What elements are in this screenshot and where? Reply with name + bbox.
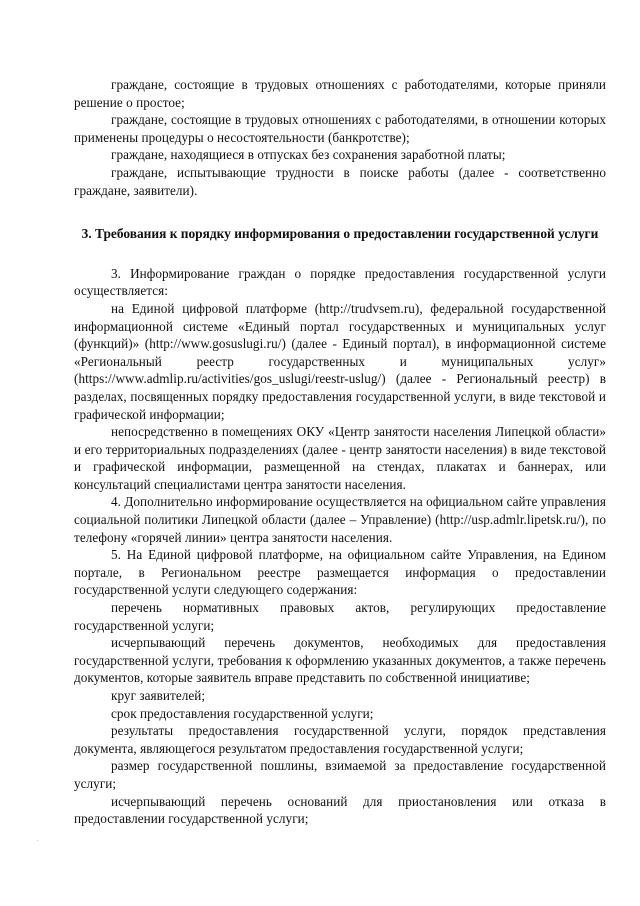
paragraph: граждане, состоящие в трудовых отношениях с работодателями, в отношении которых применены процедуры о несостоятельности (банкротстве); (74, 112, 606, 145)
scan-speck (37, 840, 38, 841)
paragraph: 3. Информирование граждан о порядке предоставления государственной услуги осуществляется: (74, 265, 606, 299)
paragraph: 4. Дополнительно информирование осуществляется на официальном сайте управления социальной политики Липецкой области (далее – Управление) (http://usp.admlr.lipetsk.ru/), по телефону «горячей линии» центра занятости населения. (74, 494, 606, 545)
paragraph: круг заявителей; (111, 688, 206, 703)
paragraph: размер государственной пошлины, взимаемой за предоставление государственной услуги; (74, 758, 606, 791)
paragraph: срок предоставления государственной услуги; (111, 705, 374, 721)
paragraph: перечень нормативных правовых актов, регулирующих предоставление государственной услуги; (74, 600, 606, 633)
section-body (74, 265, 606, 828)
section-heading: 3. Требования к порядку информирования о предоставлении государственной услуги (81, 226, 599, 242)
paragraph: 5. На Единой цифровой платформе, на официальном сайте Управления, на Едином портале, в Региональном реестре размещается информация о предоставлении государственной услуги следующего содержания: (74, 547, 606, 598)
paragraph: граждане, испытывающие трудности в поиске работы (далее - соответственно граждане, заявители). (74, 164, 606, 198)
paragraph: граждане, состоящие в трудовых отношениях с работодателями, которые приняли решение о простое; (74, 77, 606, 110)
applicant-categories-list (74, 76, 606, 199)
paragraph: результаты предоставления государственной услуги, порядок представления документа, являющегося результатом предоставления государственной услуги; (74, 723, 606, 756)
paragraph: непосредственно в помещениях ОКУ «Центр занятости населения Липецкой области» и его территориальных подразделениях (далее - центр занятости населения) в виде текстовой и графической информации, размещенной на стендах, плакатах и баннерах, или консультаций специалистами центра занятости населения. (74, 424, 606, 492)
paragraph: исчерпывающий перечень оснований для приостановления или отказа в предоставлении государственной услуги; (74, 793, 606, 827)
paragraph: граждане, находящиеся в отпусках без сохранения заработной платы; (111, 147, 506, 163)
paragraph: исчерпывающий перечень документов, необходимых для предоставления государственной услуги, требования к оформлению указанных документов, а также перечень документов, которые заявитель вправе представить по собственной инициативе; (74, 635, 606, 686)
paragraph: на Единой цифровой платформе (http://trudvsem.ru), федеральной государственной информационной системе «Единый портал государственных и муниципальных услуг (функций)» (http://www.gosuslugi.ru/) (далее - Единый портал), в информационной системе «Региональный реестр государственных и муниципальных услуг» (https://www.admlip.ru/activities/gos_uslugi/reestr-uslug/) (далее - Региональный реестр) в разделах, посвященных порядку предоставления государственной услуги, в виде текстовой и графической информации; (74, 300, 606, 422)
